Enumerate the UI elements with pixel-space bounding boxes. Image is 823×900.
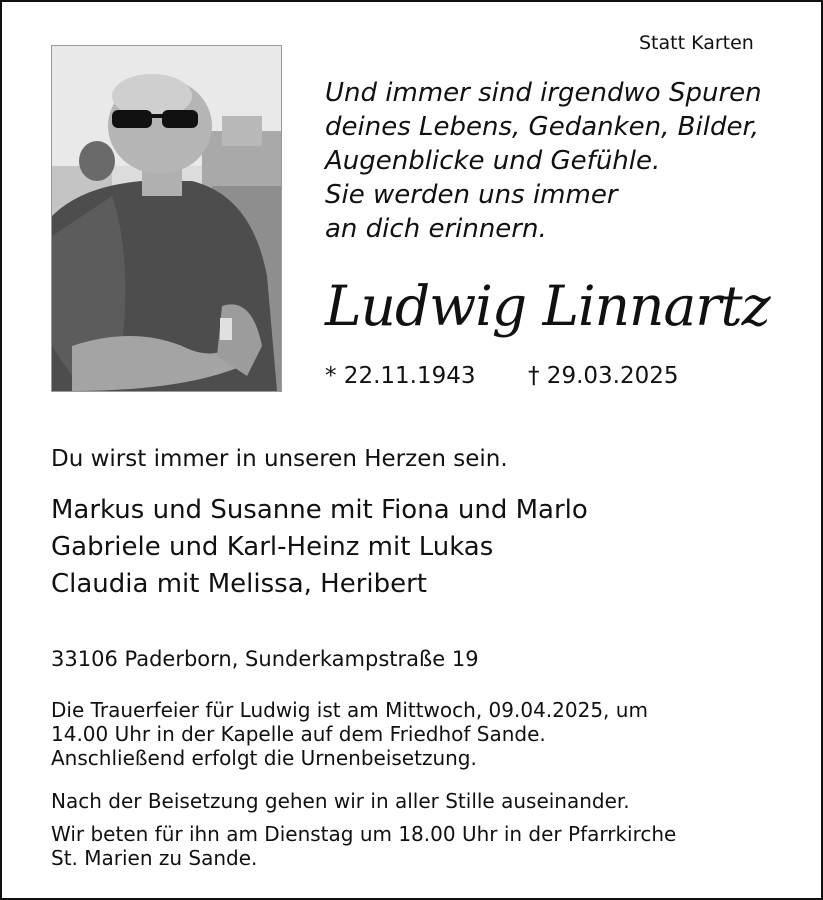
funeral-line: 14.00 Uhr in der Kapelle auf dem Friedhof Sande. xyxy=(51,722,546,746)
love-line: Du wirst immer in unseren Herzen sein. xyxy=(51,446,508,472)
verse-line: Sie werden uns immer xyxy=(325,180,618,210)
portrait-illustration xyxy=(52,46,281,391)
funeral-line: Die Trauerfeier für Ludwig ist am Mittwoch, 09.04.2025, um xyxy=(51,698,648,722)
prayer-line: St. Marien zu Sande. xyxy=(51,846,258,870)
address: 33106 Paderborn, Sunderkampstraße 19 xyxy=(51,647,479,671)
portrait-photo xyxy=(51,45,282,392)
family-line: Markus und Susanne mit Fiona und Marlo xyxy=(51,495,588,525)
deceased-name: Ludwig Linnartz xyxy=(325,274,770,338)
verse-line: deines Lebens, Gedanken, Bilder, xyxy=(325,112,760,142)
prayer-line: Wir beten für ihn am Dienstag um 18.00 Uhr in der Pfarrkirche xyxy=(51,822,677,846)
family-line: Claudia mit Melissa, Heribert xyxy=(51,569,427,599)
quiet-line: Nach der Beisetzung gehen wir in aller Stille auseinander. xyxy=(51,789,630,813)
quiet-note xyxy=(51,789,630,813)
prayer-info xyxy=(51,822,676,870)
verse-line: Und immer sind irgendwo Spuren xyxy=(325,78,762,108)
birth-date: * 22.11.1943 xyxy=(325,363,476,389)
verse xyxy=(325,76,762,246)
family-list xyxy=(51,492,588,603)
statt-karten-label: Statt Karten xyxy=(639,32,754,54)
funeral-line: Anschließend erfolgt die Urnenbeisetzung. xyxy=(51,746,477,770)
family-line: Gabriele und Karl-Heinz mit Lukas xyxy=(51,532,494,562)
funeral-info xyxy=(51,698,648,770)
verse-line: an dich erinnern. xyxy=(325,214,547,244)
death-date: † 29.03.2025 xyxy=(528,363,679,389)
verse-line: Augenblicke und Gefühle. xyxy=(325,146,661,176)
